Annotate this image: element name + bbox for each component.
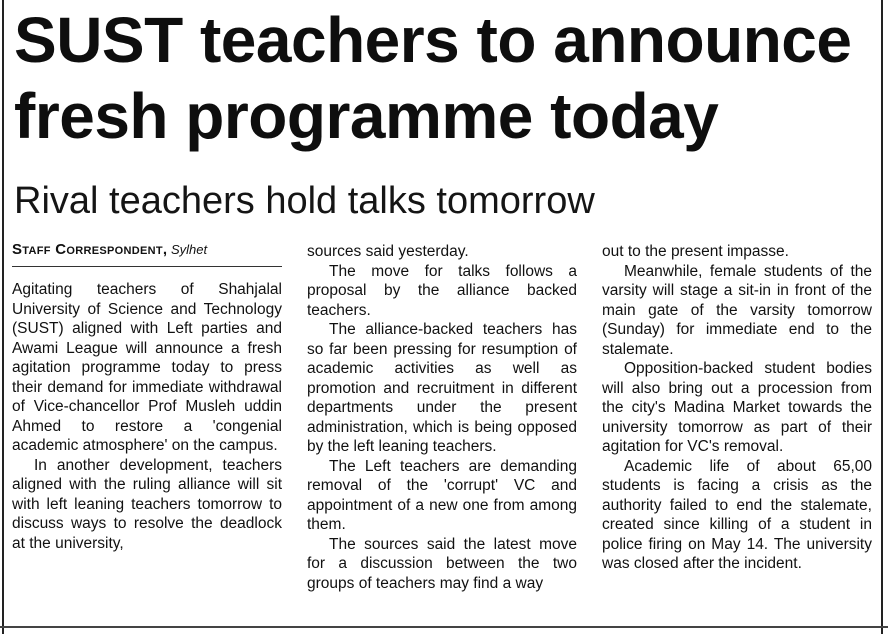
subheadline: Rival teachers hold talks tomorrow — [14, 180, 595, 222]
article-paragraph: The alliance-backed teachers has so far been pressing for resumption of academic activities as well as promotion and recruitment in different departments under the present administration, which is being opposed by the left leaning teachers. — [307, 321, 577, 455]
byline-location: Sylhet — [170, 242, 208, 257]
article-paragraph: The move for talks follows a proposal by the alliance backed teachers. — [307, 262, 577, 319]
bottom-border-rule — [0, 626, 888, 628]
byline — [12, 240, 282, 267]
headline: SUST teachers to announce fresh programme today — [14, 4, 852, 152]
article-paragraph: In another development, teachers aligned with the ruling alliance will sit with left leaning teachers tomorrow to discuss ways to resolve the deadlock at the university, — [12, 456, 282, 552]
article-column-3 — [602, 242, 872, 574]
article-paragraph: Academic life of about 65,00 students is facing a crisis as the authority failed to end the stalemate, created since killing of a student in police firing on May 14. The university was closed after the incident. — [602, 457, 872, 572]
right-border-rule — [881, 0, 883, 634]
article-paragraph: Meanwhile, female students of the varsity will stage a sit-in in front of the main gate of the varsity tomorrow (Sunday) for immediate end to the stalemate. — [602, 262, 872, 358]
article-paragraph: Opposition-backed student bodies will also bring out a procession from the city's Madina Market towards the university tomorrow as part of their agitation for VC's removal. — [602, 360, 872, 455]
article-paragraph: The sources said the latest move for a discussion between the two groups of teachers may find a way — [307, 535, 577, 592]
byline-name: Staff Correspondent, — [12, 241, 168, 258]
article-column-2 — [307, 242, 577, 593]
article-paragraph: Agitating teachers of Shahjalal University of Science and Technology (SUST) aligned with Left parties and Awami League will announce a fresh agitation programme today to press their demand for immediate withdrawal of Vice-chancellor Prof Musleh uddin Ahmed to restore a 'congenial academic atmosphere' on the campus. — [12, 281, 282, 454]
article-paragraph: sources said yesterday. — [307, 243, 469, 260]
left-border-rule — [2, 0, 4, 634]
article-column-1 — [12, 240, 282, 553]
article-paragraph: out to the present impasse. — [602, 243, 789, 260]
article-paragraph: The Left teachers are demanding removal of the 'corrupt' VC and appointment of a new one from among them. — [307, 457, 577, 533]
